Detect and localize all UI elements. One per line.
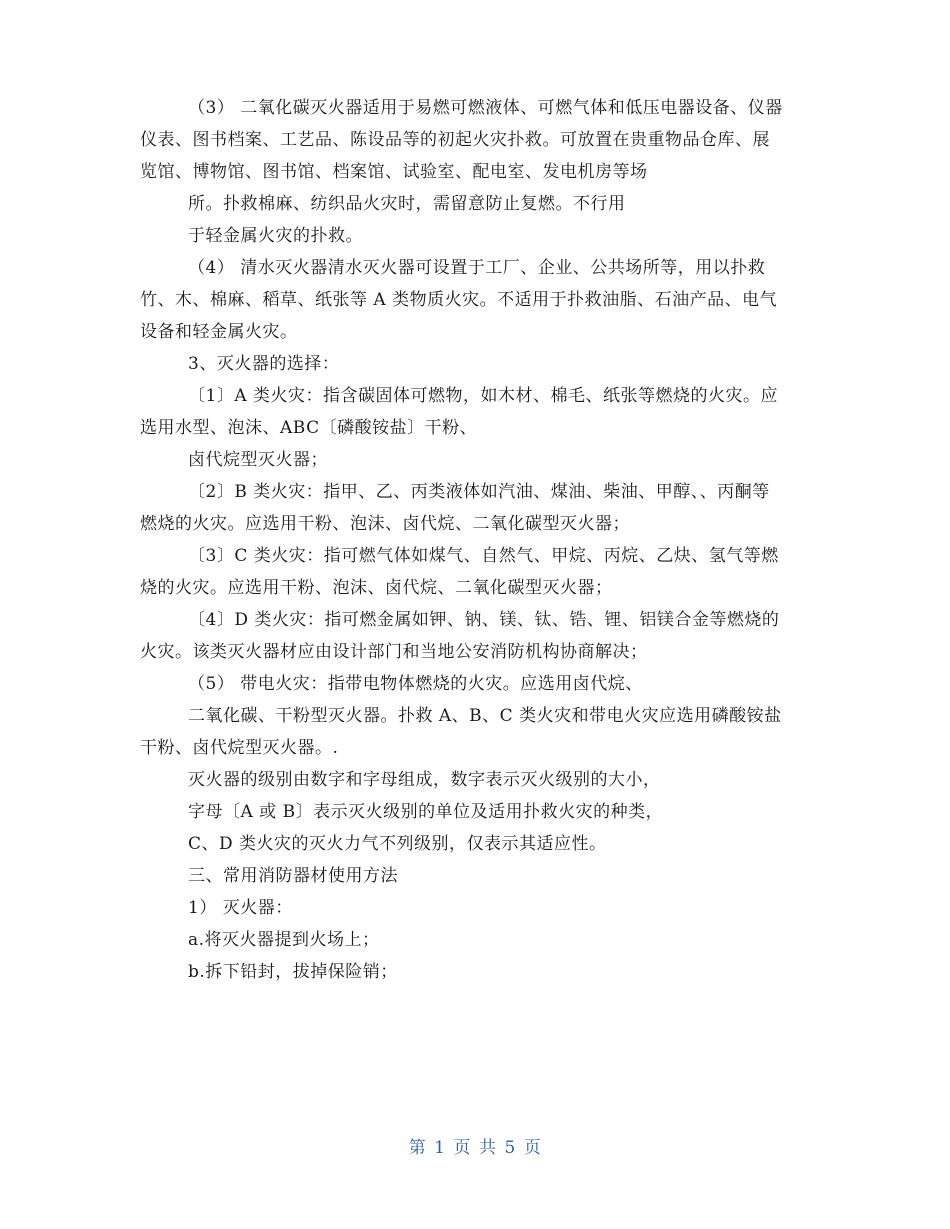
section-heading: 三、常用消防器材使用方法 bbox=[188, 866, 398, 886]
list-item: a.将灭火器提到火场上； bbox=[188, 930, 380, 950]
text-line: 于轻金属火灾的扑救。 bbox=[188, 226, 363, 246]
text-line: （5） 带电火灾：指带电物体燃烧的火灾。应选用卤代烷、 bbox=[188, 674, 643, 694]
footer-total-word: 共 bbox=[479, 1138, 497, 1158]
subsection-heading: 1） 灭火器： bbox=[188, 898, 293, 918]
text-line: 卤代烷型灭火器； bbox=[188, 450, 328, 470]
text-line: 字母〔A 或 B〕表示灭火级别的单位及适用扑救火灾的种类， bbox=[188, 802, 664, 822]
text-line: 燃烧的火灾。应选用干粉、泡沫、卤代烷、二氧化碳型灭火器； bbox=[140, 514, 630, 534]
text-line: 览馆、博物馆、图书馆、档案馆、试验室、配电室、发电机房等场 bbox=[140, 162, 648, 182]
footer-page-number: 1 bbox=[434, 1138, 446, 1158]
text-line: 〔3〕C 类火灾：指可燃气体如煤气、自然气、甲烷、丙烷、乙炔、氢气等燃 bbox=[188, 546, 779, 566]
footer-total-unit: 页 bbox=[523, 1138, 542, 1158]
paragraph-class-d bbox=[140, 604, 812, 668]
footer-page-word: 第 bbox=[408, 1138, 427, 1158]
list-item: b.拆下铅封，拔掉保险销； bbox=[188, 962, 398, 982]
text-line: 设备和轻金属火灾。 bbox=[140, 322, 298, 342]
section-heading: 3、灭火器的选择： bbox=[188, 354, 340, 374]
text-line: （4） 清水灭火器清水灭火器可设置于工厂、企业、公共场所等，用以扑救 bbox=[188, 258, 766, 278]
paragraph-electrical-fire bbox=[140, 700, 812, 764]
paragraph-class-a bbox=[140, 380, 812, 444]
text-line: 干粉、卤代烷型灭火器。. bbox=[140, 738, 339, 758]
text-line: 〔2〕B 类火灾：指甲、乙、丙类液体如汽油、煤油、柴油、甲醇、、丙酮等 bbox=[188, 482, 770, 502]
document-body bbox=[140, 92, 812, 988]
text-line: （3） 二氧化碳灭火器适用于易燃可燃液体、可燃气体和低压电器设备、仪器 bbox=[188, 98, 783, 118]
text-line: 〔4〕D 类火灾：指可燃金属如钾、钠、镁、钛、锆、锂、铝镁合金等燃烧的 bbox=[188, 610, 780, 630]
page-footer bbox=[0, 1133, 950, 1158]
footer-total-number: 5 bbox=[504, 1138, 516, 1158]
text-line: C、D 类火灾的灭火力气不列级别，仅表示其适应性。 bbox=[188, 834, 607, 854]
text-line: 仪表、图书档案、工艺品、陈设品等的初起火灾扑救。可放置在贵重物品仓库、展 bbox=[140, 130, 770, 150]
text-line: 竹、木、棉麻、稻草、纸张等 A 类物质火灾。不适用于扑救油脂、石油产品、电气 bbox=[140, 290, 778, 310]
text-line: 二氧化碳、干粉型灭火器。扑救 A、B、C 类火灾和带电火灾应选用磷酸铵盐 bbox=[188, 706, 782, 726]
paragraph-water-extinguisher bbox=[140, 252, 812, 348]
text-line: 烧的火灾。应选用干粉、泡沫、卤代烷、二氧化碳型灭火器； bbox=[140, 578, 613, 598]
text-line: 〔1〕A 类火灾：指含碳固体可燃物，如木材、棉毛、纸张等燃烧的火灾。应 bbox=[188, 386, 778, 406]
paragraph-co2-extinguisher bbox=[140, 92, 812, 188]
paragraph-class-c bbox=[140, 540, 812, 604]
text-line: 选用水型、泡沫、ABC〔磷酸铵盐〕干粉、 bbox=[140, 418, 478, 438]
text-line: 火灾。该类灭火器材应由设计部门和当地公安消防机构协商解决； bbox=[140, 642, 648, 662]
paragraph-class-b bbox=[140, 476, 812, 540]
text-line: 灭火器的级别由数字和字母组成，数字表示灭火级别的大小， bbox=[188, 770, 661, 790]
text-line: 所。扑救棉麻、纺织品火灾时，需留意防止复燃。不行用 bbox=[188, 194, 626, 214]
footer-page-unit: 页 bbox=[453, 1138, 471, 1158]
